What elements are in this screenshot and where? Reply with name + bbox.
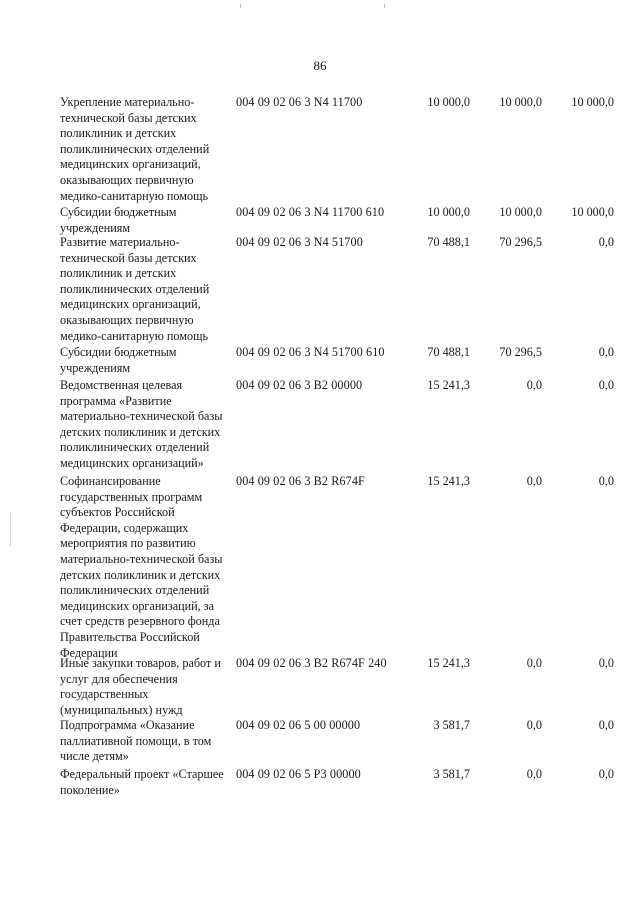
amount-year-1: 15 241,3 bbox=[427, 474, 470, 488]
amount-year-3: 0,0 bbox=[598, 767, 614, 781]
description-line: паллиативной помощи, в том bbox=[60, 733, 212, 748]
description-line: детских поликлиник и детских bbox=[60, 424, 221, 439]
description-line: Развитие материально- bbox=[60, 235, 180, 249]
budget-code: 004 09 02 06 3 В2 00000 bbox=[236, 378, 363, 392]
description-line: Субсидии бюджетным bbox=[60, 345, 177, 359]
amount-year-2: 0,0 bbox=[526, 767, 542, 781]
description-line: Укрепление материально- bbox=[60, 95, 195, 109]
scan-artifact bbox=[240, 4, 241, 8]
row-description bbox=[60, 718, 242, 765]
amount-year-2: 70 296,5 bbox=[499, 235, 542, 249]
description-line: (муниципальных) нужд bbox=[60, 702, 183, 717]
description-line: оказывающих первичную bbox=[60, 172, 194, 187]
amount-year-2: 10 000,0 bbox=[499, 205, 542, 219]
amount-year-1: 70 488,1 bbox=[427, 345, 470, 359]
budget-code: 004 09 02 06 5 Р3 00000 bbox=[236, 767, 361, 781]
amount-year-3: 0,0 bbox=[598, 235, 614, 249]
amount-year-3: 0,0 bbox=[598, 345, 614, 359]
description-line: государственных программ bbox=[60, 489, 203, 504]
row-description bbox=[60, 767, 242, 798]
budget-code: 004 09 02 06 3 N4 11700 bbox=[236, 95, 363, 109]
description-line: субъектов Российской bbox=[60, 505, 175, 520]
description-line: технической базы детских bbox=[60, 110, 197, 125]
description-line: Ведомственная целевая bbox=[60, 378, 183, 392]
description-line: учреждениям bbox=[60, 360, 131, 375]
description-line: поликлинических отделений bbox=[60, 281, 210, 296]
row-description bbox=[60, 378, 242, 472]
description-line: материально-технической базы bbox=[60, 551, 223, 566]
amount-year-1: 3 581,7 bbox=[433, 718, 470, 732]
description-line: счет средств резервного фонда bbox=[60, 614, 220, 629]
budget-code: 004 09 02 06 3 N4 51700 bbox=[236, 235, 363, 249]
amount-year-1: 70 488,1 bbox=[427, 235, 470, 249]
description-line: поколение» bbox=[60, 782, 120, 797]
description-line: Софинансирование bbox=[60, 474, 161, 488]
description-line: поликлинических отделений bbox=[60, 440, 210, 455]
page-number: 86 bbox=[313, 58, 327, 73]
description-line: поликлиник и детских bbox=[60, 126, 177, 141]
amount-year-3: 0,0 bbox=[598, 378, 614, 392]
description-line: медико-санитарную помощь bbox=[60, 188, 209, 203]
description-line: Субсидии бюджетным bbox=[60, 205, 177, 219]
description-line: медико-санитарную помощь bbox=[60, 328, 209, 343]
description-line: поликлиник и детских bbox=[60, 266, 177, 281]
row-description bbox=[60, 656, 242, 718]
description-line: детских поликлиник и детских bbox=[60, 567, 221, 582]
budget-code: 004 09 02 06 5 00 00000 bbox=[236, 718, 361, 732]
amount-year-3: 10 000,0 bbox=[571, 95, 614, 109]
budget-code: 004 09 02 06 3 В2 R674F 240 bbox=[236, 656, 387, 670]
amount-year-2: 10 000,0 bbox=[499, 95, 542, 109]
description-line: медицинских организаций» bbox=[60, 455, 204, 470]
amount-year-1: 10 000,0 bbox=[427, 205, 470, 219]
amount-year-1: 3 581,7 bbox=[433, 767, 470, 781]
amount-year-3: 0,0 bbox=[598, 718, 614, 732]
row-description bbox=[60, 95, 242, 204]
row-description bbox=[60, 474, 242, 661]
description-line: услуг для обеспечения bbox=[60, 671, 178, 686]
description-line: программа «Развитие bbox=[60, 393, 172, 408]
scan-artifact bbox=[10, 512, 11, 546]
row-description bbox=[60, 345, 242, 376]
description-line: мероприятия по развитию bbox=[60, 536, 196, 551]
description-line: медицинских организаций, bbox=[60, 157, 201, 172]
amount-year-2: 0,0 bbox=[526, 718, 542, 732]
description-line: медицинских организаций, за bbox=[60, 598, 214, 613]
description-line: оказывающих первичную bbox=[60, 312, 194, 327]
budget-code: 004 09 02 06 3 N4 51700 610 bbox=[236, 345, 385, 359]
description-line: Федеральный проект «Старшее bbox=[60, 767, 224, 781]
budget-code: 004 09 02 06 3 N4 11700 610 bbox=[236, 205, 385, 219]
amount-year-3: 0,0 bbox=[598, 656, 614, 670]
amount-year-3: 0,0 bbox=[598, 474, 614, 488]
description-line: Федерации bbox=[60, 645, 118, 660]
description-line: технической базы детских bbox=[60, 250, 197, 265]
description-line: учреждениям bbox=[60, 220, 131, 235]
amount-year-2: 0,0 bbox=[526, 378, 542, 392]
description-line: Иные закупки товаров, работ и bbox=[60, 656, 221, 670]
description-line: Подпрограмма «Оказание bbox=[60, 718, 195, 732]
description-line: поликлинических отделений bbox=[60, 583, 210, 598]
description-line: материально-технической базы bbox=[60, 409, 223, 424]
description-line: Федерации, содержащих bbox=[60, 520, 189, 535]
description-line: числе детям» bbox=[60, 749, 129, 764]
amount-year-1: 15 241,3 bbox=[427, 656, 470, 670]
amount-year-2: 0,0 bbox=[526, 656, 542, 670]
amount-year-2: 70 296,5 bbox=[499, 345, 542, 359]
budget-code: 004 09 02 06 3 В2 R674F bbox=[236, 474, 365, 488]
amount-year-2: 0,0 bbox=[526, 474, 542, 488]
description-line: Правительства Российской bbox=[60, 629, 200, 644]
description-line: поликлинических отделений bbox=[60, 141, 210, 156]
amount-year-1: 15 241,3 bbox=[427, 378, 470, 392]
amount-year-3: 10 000,0 bbox=[571, 205, 614, 219]
amount-year-1: 10 000,0 bbox=[427, 95, 470, 109]
scan-artifact bbox=[384, 4, 385, 8]
row-description bbox=[60, 235, 242, 344]
row-description bbox=[60, 205, 242, 236]
description-line: медицинских организаций, bbox=[60, 297, 201, 312]
description-line: государственных bbox=[60, 687, 149, 702]
